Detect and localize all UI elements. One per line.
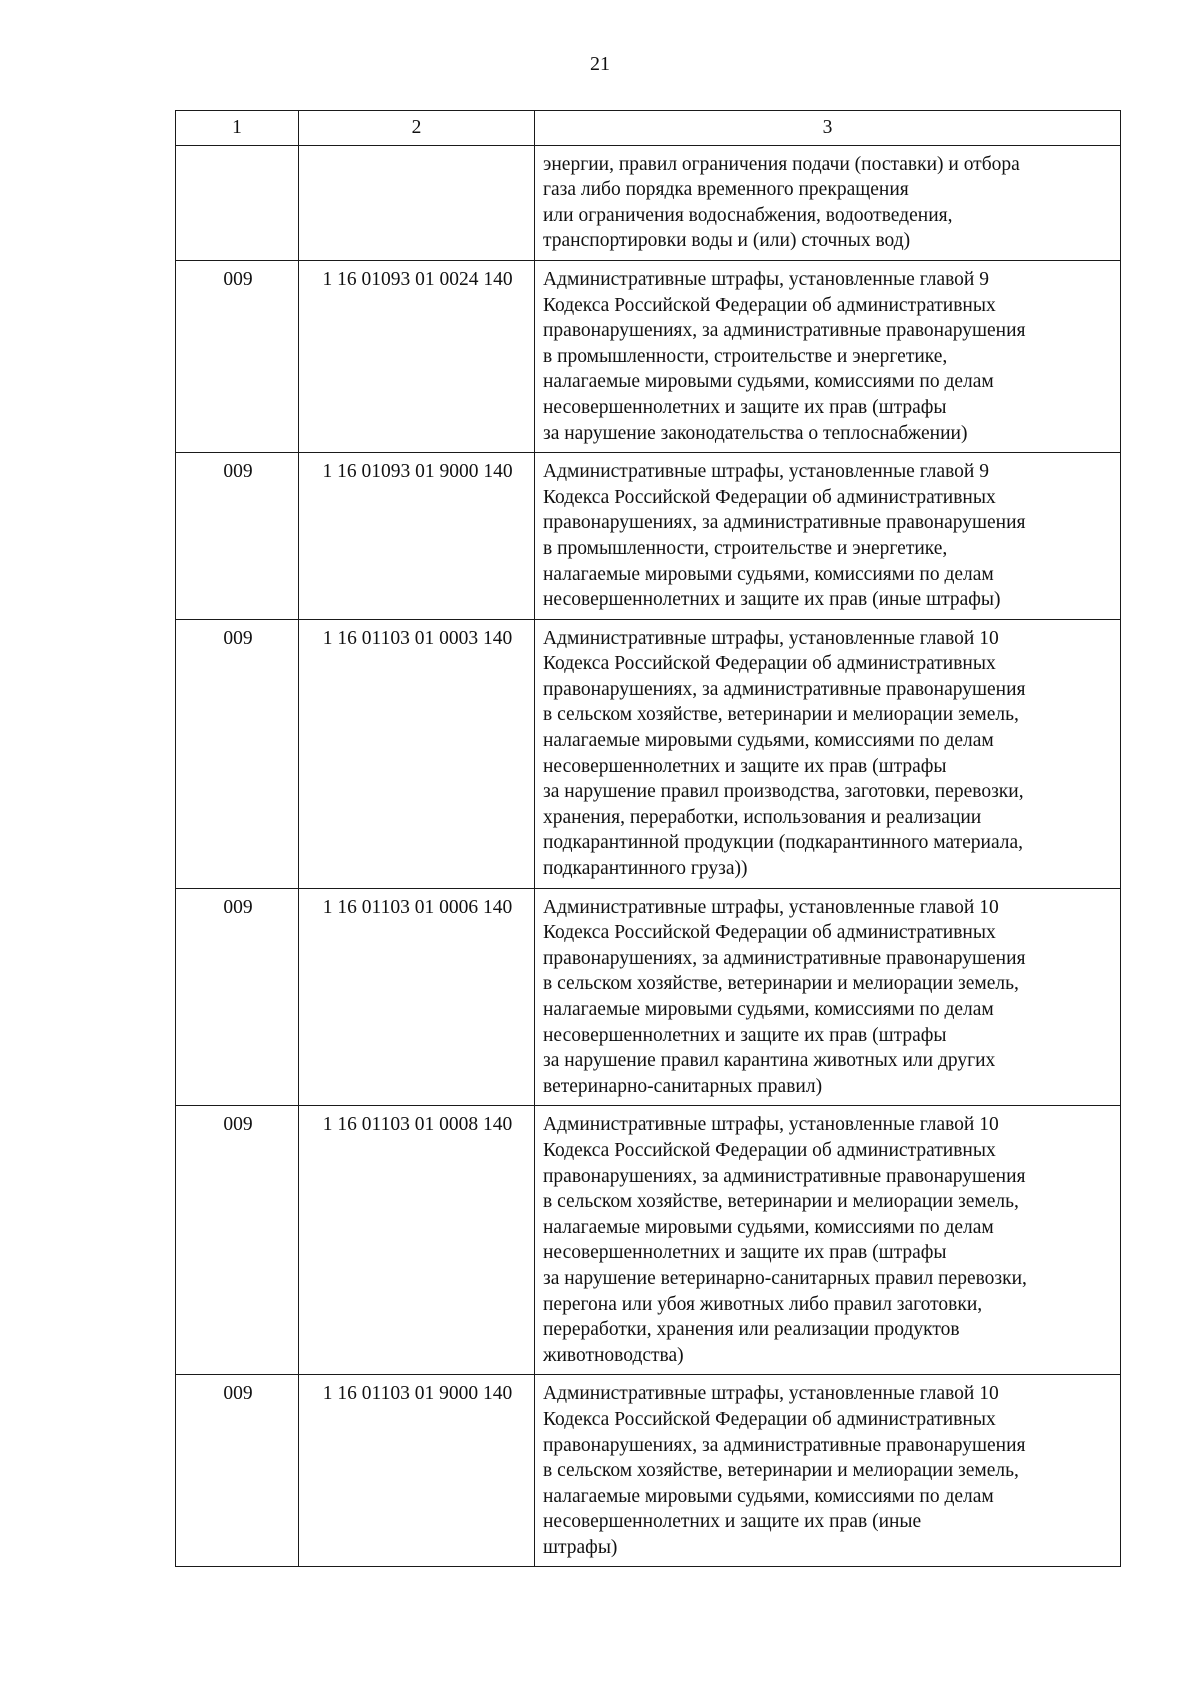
description-line: налагаемые мировыми судьями, комиссиями по делам (543, 371, 994, 393)
description-line: за нарушение ветеринарно-санитарных правил перевозки, (543, 1267, 1027, 1289)
table-row (176, 453, 1121, 620)
description-line: Кодекса Российской Федерации об административных (543, 486, 996, 508)
description-line: правонарушениях, за административные правонарушения (543, 678, 1026, 700)
description-line: Административные штрафы, установленные главой 10 (543, 1383, 999, 1405)
description-line: Административные штрафы, установленные главой 10 (543, 1114, 999, 1136)
description-line: Кодекса Российской Федерации об административных (543, 1139, 996, 1161)
description-line: Административные штрафы, установленные главой 10 (543, 896, 999, 918)
description-line: за нарушение законодательства о теплоснабжении) (543, 422, 968, 444)
budget-classification-code-cell: 1 16 01103 01 0006 140 (299, 888, 535, 1106)
description-line: несовершеннолетних и защите их прав (штрафы (543, 1242, 947, 1264)
description-cell (535, 260, 1121, 452)
description-line: Кодекса Российской Федерации об административных (543, 294, 996, 316)
description-line: Кодекса Российской Федерации об административных (543, 1408, 996, 1430)
description-line: в сельском хозяйстве, ветеринарии и мелиорации земель, (543, 973, 1019, 995)
administrator-code-cell (176, 145, 299, 260)
administrator-code-cell: 009 (176, 619, 299, 888)
description-line: правонарушениях, за административные правонарушения (543, 1434, 1026, 1456)
administrator-code-cell: 009 (176, 1375, 299, 1567)
description-line: правонарушениях, за административные правонарушения (543, 512, 1026, 534)
description-line: налагаемые мировыми судьями, комиссиями по делам (543, 563, 994, 585)
description-line: штрафы) (543, 1536, 618, 1558)
budget-classification-code-cell: 1 16 01093 01 9000 140 (299, 453, 535, 620)
description-line: животноводства) (543, 1344, 684, 1366)
budget-classification-code-cell: 1 16 01103 01 0003 140 (299, 619, 535, 888)
description-line: Кодекса Российской Федерации об административных (543, 653, 996, 675)
description-line: ветеринарно-санитарных правил) (543, 1075, 823, 1097)
description-line: правонарушениях, за административные правонарушения (543, 947, 1026, 969)
description-line: несовершеннолетних и защите их прав (иные (543, 1511, 922, 1533)
table-row (176, 888, 1121, 1106)
table-row (176, 619, 1121, 888)
budget-classification-code-cell: 1 16 01103 01 0008 140 (299, 1106, 535, 1375)
description-line: переработки, хранения или реализации продуктов (543, 1319, 960, 1341)
table-row (176, 260, 1121, 452)
description-line: за нарушение правил производства, заготовки, перевозки, (543, 781, 1024, 803)
description-line: хранения, переработки, использования и реализации (543, 806, 982, 828)
administrator-code-cell: 009 (176, 888, 299, 1106)
description-cell (535, 453, 1121, 620)
description-line: в сельском хозяйстве, ветеринарии и мелиорации земель, (543, 1191, 1019, 1213)
description-line: налагаемые мировыми судьями, комиссиями по делам (543, 999, 994, 1020)
description-cell (535, 888, 1121, 1106)
table-row (176, 1375, 1121, 1567)
description-line: в сельском хозяйстве, ветеринарии и мелиорации земель, (543, 1460, 1019, 1482)
description-line: в промышленности, строительстве и энергетике, (543, 537, 948, 559)
column-header-1: 1 (176, 111, 299, 146)
description-line: или ограничения водоснабжения, водоотведения, (543, 204, 953, 226)
description-line: в сельском хозяйстве, ветеринарии и мелиорации земель, (543, 704, 1019, 726)
table-body (176, 111, 1121, 1567)
description-line: несовершеннолетних и защите их прав (штрафы (543, 1024, 947, 1046)
budget-codes-table (175, 110, 1121, 1567)
description-line: транспортировки воды и (или) сточных вод) (543, 230, 911, 252)
description-line: налагаемые мировыми судьями, комиссиями по делам (543, 730, 994, 752)
column-header-2: 2 (299, 111, 535, 146)
page-number: 21 (590, 53, 610, 75)
description-line: в промышленности, строительстве и энергетике, (543, 345, 948, 367)
description-line: энергии, правил ограничения подачи (поставки) и отбора (543, 153, 1020, 175)
description-line: налагаемые мировыми судьями, комиссиями по делам (543, 1216, 994, 1238)
description-line: перегона или убоя животных либо правил заготовки, (543, 1293, 983, 1315)
description-line: налагаемые мировыми судьями, комиссиями по делам (543, 1485, 994, 1507)
description-cell (535, 1375, 1121, 1567)
column-header-3: 3 (535, 111, 1121, 146)
table-row (176, 1106, 1121, 1375)
administrator-code-cell: 009 (176, 1106, 299, 1375)
budget-classification-code-cell: 1 16 01103 01 9000 140 (299, 1375, 535, 1567)
description-line: газа либо порядка временного прекращения (543, 179, 909, 201)
description-line: подкарантинной продукции (подкарантинного материала, (543, 832, 1024, 854)
description-line: несовершеннолетних и защите их прав (штрафы (543, 396, 947, 418)
table-header-row (176, 111, 1121, 146)
table-row (176, 145, 1121, 260)
administrator-code-cell: 009 (176, 453, 299, 620)
description-line: Административные штрафы, установленные главой 9 (543, 461, 989, 483)
budget-classification-code-cell: 1 16 01093 01 0024 140 (299, 260, 535, 452)
description-line: подкарантинного груза)) (543, 858, 748, 880)
description-line: за нарушение правил карантина животных или других (543, 1050, 996, 1072)
description-line: правонарушениях, за административные правонарушения (543, 320, 1026, 342)
description-line: правонарушениях, за административные правонарушения (543, 1165, 1026, 1187)
description-line: несовершеннолетних и защите их прав (штрафы (543, 755, 947, 777)
description-cell (535, 145, 1121, 260)
description-line: Административные штрафы, установленные главой 9 (543, 268, 989, 290)
description-cell (535, 619, 1121, 888)
description-line: Административные штрафы, установленные главой 10 (543, 627, 999, 649)
budget-classification-code-cell (299, 145, 535, 260)
description-line: Кодекса Российской Федерации об административных (543, 922, 996, 944)
description-line: несовершеннолетних и защите их прав (иные штрафы) (543, 589, 1001, 611)
administrator-code-cell: 009 (176, 260, 299, 452)
description-cell (535, 1106, 1121, 1375)
